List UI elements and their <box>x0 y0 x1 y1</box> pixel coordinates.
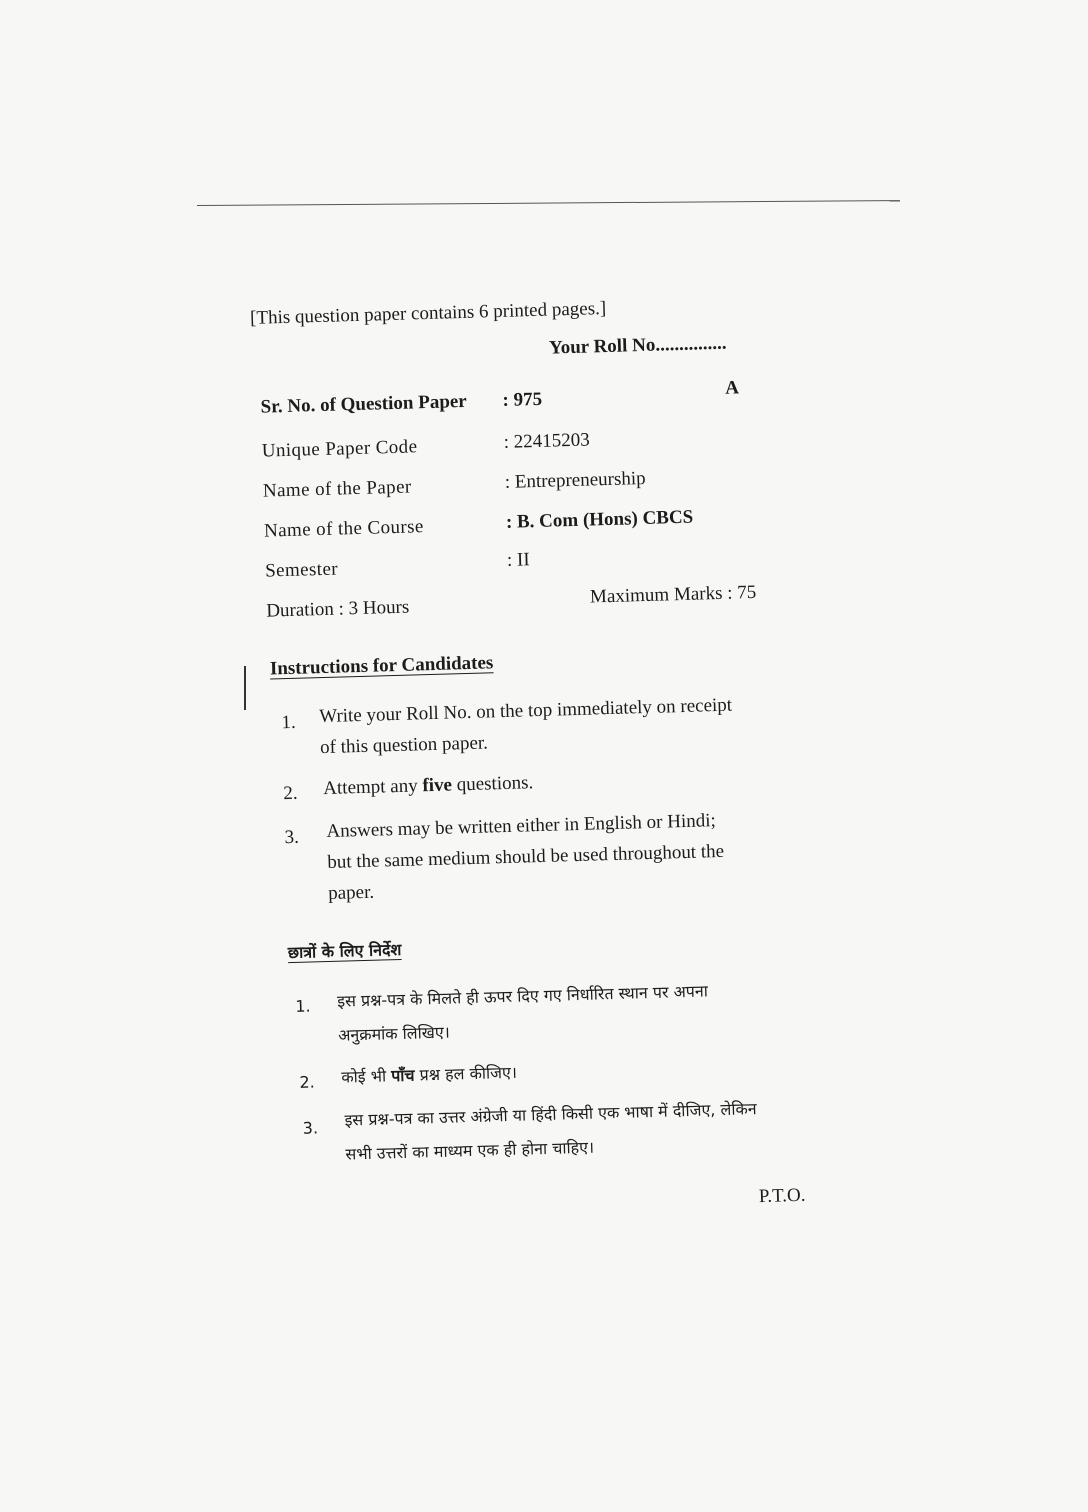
instructions-hi-title: छात्रों के लिए निर्देश <box>287 939 402 963</box>
instruction-en-line: of this question paper. <box>319 732 489 759</box>
detail-value-course-name: : B. Com (Hons) CBCS <box>505 506 694 533</box>
instruction-en-line: paper. <box>327 881 375 904</box>
instruction-hi-line: सभी उत्तरों का माध्यम एक ही होना चाहिए। <box>345 1137 595 1164</box>
detail-value-semester: : II <box>506 549 530 571</box>
instruction-en-line: Answers may be written either in English or Hindi; <box>326 810 717 842</box>
instruction-en-line: but the same medium should be used throughout the <box>327 840 725 873</box>
instruction-hi-number: 2. <box>299 1072 315 1092</box>
margin-bracket-mark <box>244 666 249 710</box>
pages-note: [This question paper contains 6 printed pages.] <box>249 297 607 329</box>
maximum-marks: Maximum Marks : 75 <box>589 581 757 608</box>
pto-note: P.T.O. <box>758 1184 806 1208</box>
instruction-en-number: 2. <box>283 782 298 805</box>
emphasis-five: five <box>422 774 453 797</box>
detail-label-semester: Semester <box>264 558 339 582</box>
instruction-hi-line: इस प्रश्न-पत्र का उत्तर अंग्रेजी या हिंदी किसी एक भाषा में दीजिए, लेकिन <box>344 1099 757 1130</box>
detail-label-paper-code: Unique Paper Code <box>261 436 418 462</box>
detail-label-sr-no: Sr. No. of Question Paper <box>260 390 468 418</box>
detail-label-paper-name: Name of the Paper <box>262 476 412 502</box>
detail-value-sr-no: : 975 <box>502 388 543 411</box>
instruction-hi-line: कोई भी पाँच प्रश्न हल कीजिए। <box>341 1062 518 1087</box>
instruction-hi-line: इस प्रश्न-पत्र के मिलते ही ऊपर दिए गए निर्धारित स्थान पर अपना <box>336 981 709 1011</box>
instruction-hi-number: 3. <box>302 1118 319 1138</box>
instruction-en-line: Write your Roll No. on the top immediately on receipt <box>318 694 733 728</box>
emphasis-paanch: पाँच <box>390 1065 415 1086</box>
detail-label-course-name: Name of the Course <box>263 516 424 542</box>
paper-set-letter: A <box>724 377 740 399</box>
instruction-en-number: 3. <box>284 826 300 849</box>
instructions-en-title: Instructions for Candidates <box>269 652 494 680</box>
instruction-hi-line: अनुक्रमांक लिखिए। <box>337 1022 451 1045</box>
roll-no-field: Your Roll No............... <box>548 332 727 359</box>
instruction-en-number: 1. <box>281 711 296 734</box>
instruction-en-line: Attempt any five questions. <box>322 772 534 800</box>
detail-value-paper-code: : 22415203 <box>503 429 590 453</box>
instruction-hi-number: 1. <box>295 996 311 1016</box>
detail-value-paper-name: : Entrepreneurship <box>504 467 646 493</box>
duration: Duration : 3 Hours <box>266 596 410 622</box>
